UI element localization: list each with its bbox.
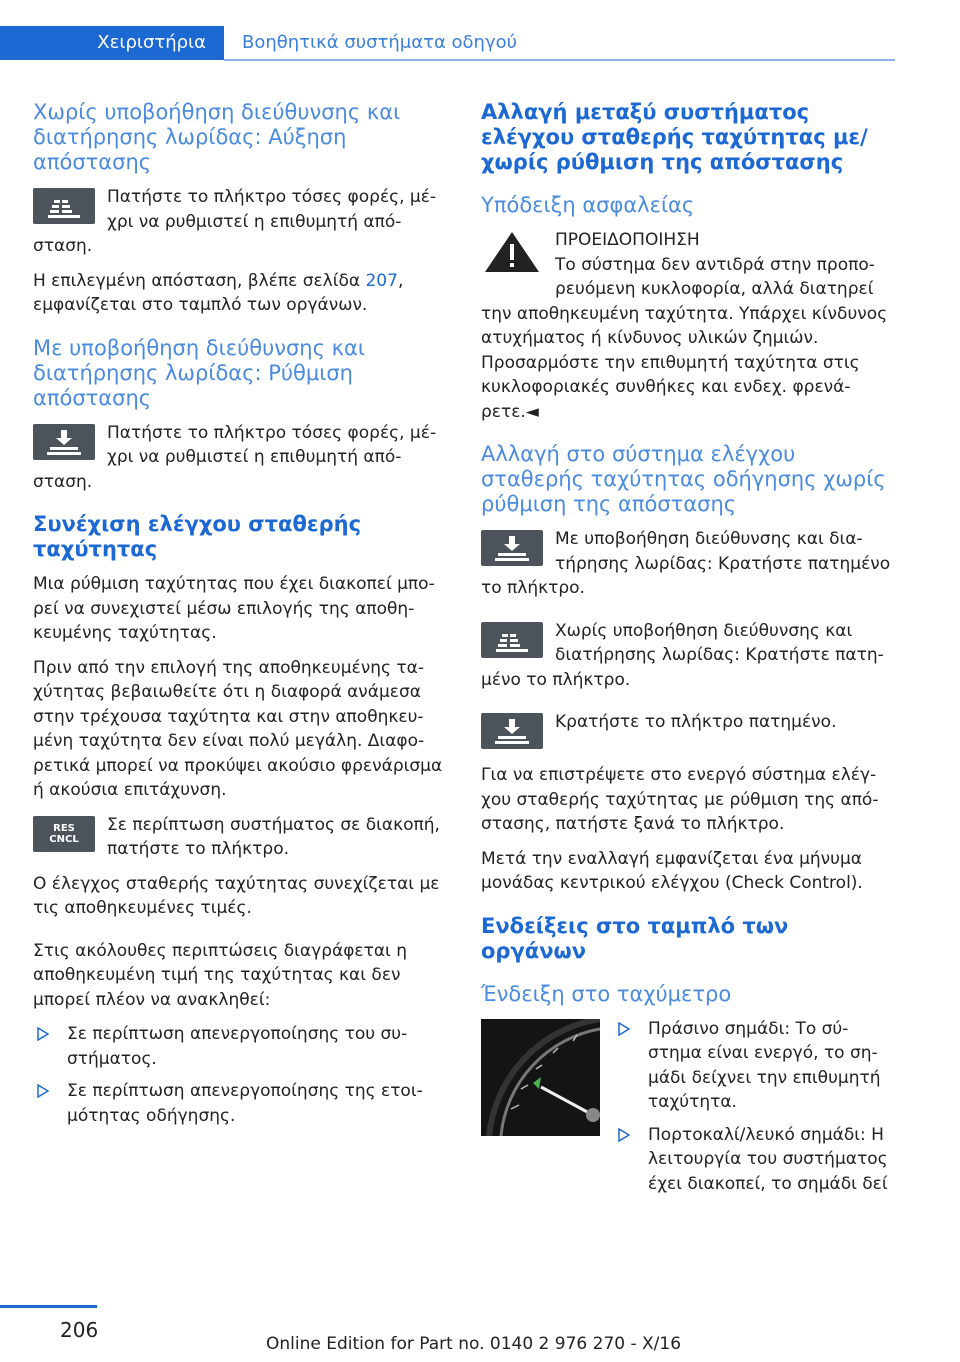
selected-distance-text: Η επιλεγμένη απόσταση, βλέπε σελίδα 207, εμφανίζεται στο ταμπλό των οργάνων. [33, 270, 404, 315]
distance-increase-icon [481, 622, 543, 658]
list-item: Πορτοκαλί/λευκό σημάδι: Η λειτουργία του συστήματος έχει διακοπεί, το σημάδι δεί [614, 1123, 896, 1197]
breadcrumb[interactable]: Βοηθητικά συστήματα οδηγού [242, 32, 518, 53]
page-header [0, 26, 895, 60]
increase-distance-instruction [33, 185, 448, 259]
distance-adjust-icon [481, 530, 543, 566]
resume-paragraph: Μια ρύθμιση ταχύτητας που έχει διακοπεί μπορεί να συνεχιστεί μέσω επιλογής της αποθηκευμένης ταχύτητας. [33, 574, 435, 643]
left-column [33, 100, 448, 1136]
return-paragraph: Για να επιστρέψετε στο ενεργό σύστημα ελέγχου σταθερής ταχύτητας με ρύθμιση της απόστασης, πατήστε ξανά το πλήκτρο. [481, 765, 879, 834]
resume-caution-paragraph: Πριν από την επιλογή της αποθηκευμένης ταχύτητας βεβαιωθείτε ότι η διαφορά ανάμεσα στην τρέχουσα ταχύτητα και στην αποθηκευμένη ταχύτητα δεν είναι πολύ μεγάλη. Διαφορετικά μπορεί να προκύψει ακούσιο φρενάρισμα ή ακούσια επιτάχυνση. [33, 657, 443, 800]
hold-button-instruction [481, 710, 896, 753]
adjust-distance-instruction [33, 421, 448, 495]
warning-block [481, 228, 896, 424]
heading-speedometer-display: Ένδειξη στο ταχύμετρο [481, 981, 732, 1006]
warning-triangle-icon [481, 228, 543, 276]
list-item: Σε περίπτωση απενεργοποίησης του συστήματος. [33, 1022, 448, 1071]
heading-switch-no-distance: Αλλαγή στο σύστημα ελέγχου σταθερής ταχύτητας οδήγησης χωρίς ρύθμιση της απόστασης [481, 442, 886, 516]
speedometer-block [481, 1017, 896, 1213]
heading-safety-note: Υπόδειξη ασφαλείας [481, 193, 695, 217]
list-item: Σε περίπτωση απενεργοποίησης της ετοιμότητας οδήγησης. [33, 1079, 448, 1128]
heading-instrument-indicators: Ενδείξεις στο ταμπλό των οργάνων [481, 913, 789, 963]
deletion-list [33, 1022, 448, 1128]
resume-result-paragraph: Ο έλεγχος σταθερής ταχύτητας συνεχίζεται με τις αποθηκευμένες τιμές. [33, 873, 440, 918]
instruction-text: Σε περίπτωση συστήματος σε διακοπή, πατήστε το πλήκτρο. [107, 814, 440, 859]
instruction-text: Κρατήστε το πλήκτρο πατημένο. [555, 712, 837, 732]
without-steering-instruction [481, 619, 896, 693]
warning-text: Το σύστημα δεν αντιδρά στην προπορευόμενη κυκλοφορία, αλλά διατηρεί την αποθηκευμένη ταχύτητα. Υπάρχει κίνδυνος ατυχήματος ή κίνδυνος υλικών ζημιών. Προσαρμόστε την επιθυμητή ταχύτητα στις κυκλοφοριακές συνθήκες και ενδεχ. φρενάρετε.◄ [481, 254, 888, 422]
edition-note: Online Edition for Part no. 0140 2 976 270 - X/16 [266, 1334, 682, 1354]
list-item: Πράσινο σημάδι: Το σύστημα είναι ενεργό, το σημάδι δείχνει την επιθυμητή ταχύτητα. [614, 1017, 896, 1115]
heading-resume-cruise: Συνέχιση ελέγχου σταθερής ταχύτητας [33, 512, 362, 561]
instruction-text: Με υποβοήθηση διεύθυνσης και διατήρησης λωρίδας: Κρατήστε πατημένο το πλήκτρο. [481, 529, 891, 598]
section-tab[interactable]: Χειριστήρια [0, 26, 224, 60]
page-link[interactable]: 207 [365, 270, 398, 291]
page-number: 206 [60, 1318, 99, 1342]
with-steering-instruction [481, 527, 896, 601]
instruction-text: Πατήστε το πλήκτρο τόσες φορές, μέχρι να ρυθμιστεί η επιθυμητή απόσταση. [33, 187, 437, 256]
distance-adjust-icon [481, 713, 543, 749]
speedometer-image [481, 1019, 600, 1136]
heading-switch-system: Αλλαγή μεταξύ συστήματος ελέγχου σταθερής ταχύτητας με/χωρίς ρύθμιση της απόστασης [481, 100, 868, 174]
bullet-triangle-icon [37, 1084, 49, 1098]
speedometer-list [614, 1017, 896, 1205]
heading-increase-distance: Χωρίς υποβοήθηση διεύθυνσης και διατήρησης λωρίδας: Αύξηση απόστασης [33, 100, 401, 174]
footer-accent-line [0, 1305, 97, 1308]
distance-increase-icon [33, 188, 95, 224]
heading-adjust-distance: Με υποβοήθηση διεύθυνσης και διατήρησης λωρίδας: Ρύθμιση απόστασης [33, 335, 365, 410]
right-column [481, 100, 896, 1212]
bullet-triangle-icon [37, 1027, 49, 1041]
warning-title: ΠΡΟΕΙΔΟΠΟΙΗΣΗ [555, 230, 700, 250]
instruction-text: Πατήστε το πλήκτρο τόσες φορές, μέχρι να ρυθμιστεί η επιθυμητή απόσταση. [33, 422, 437, 492]
header-divider [224, 59, 895, 61]
res-instruction [33, 813, 448, 862]
deletion-paragraph: Στις ακόλουθες περιπτώσεις διαγράφεται η αποθηκευμένη τιμή της ταχύτητας και δεν μπορεί πλέον να ανακληθεί: [33, 940, 407, 1010]
instruction-text: Χωρίς υποβοήθηση διεύθυνσης και διατήρησης λωρίδας: Κρατήστε πατημένο το πλήκτρο. [481, 620, 884, 690]
bullet-triangle-icon [618, 1128, 630, 1142]
res-cncl-button-icon: RES CNCL [33, 816, 95, 852]
bullet-triangle-icon [618, 1022, 630, 1036]
check-control-paragraph: Μετά την εναλλαγή εμφανίζεται ένα μήνυμα μονάδας κεντρικού ελέγχου (Check Control). [481, 848, 863, 893]
distance-adjust-icon [33, 424, 95, 460]
